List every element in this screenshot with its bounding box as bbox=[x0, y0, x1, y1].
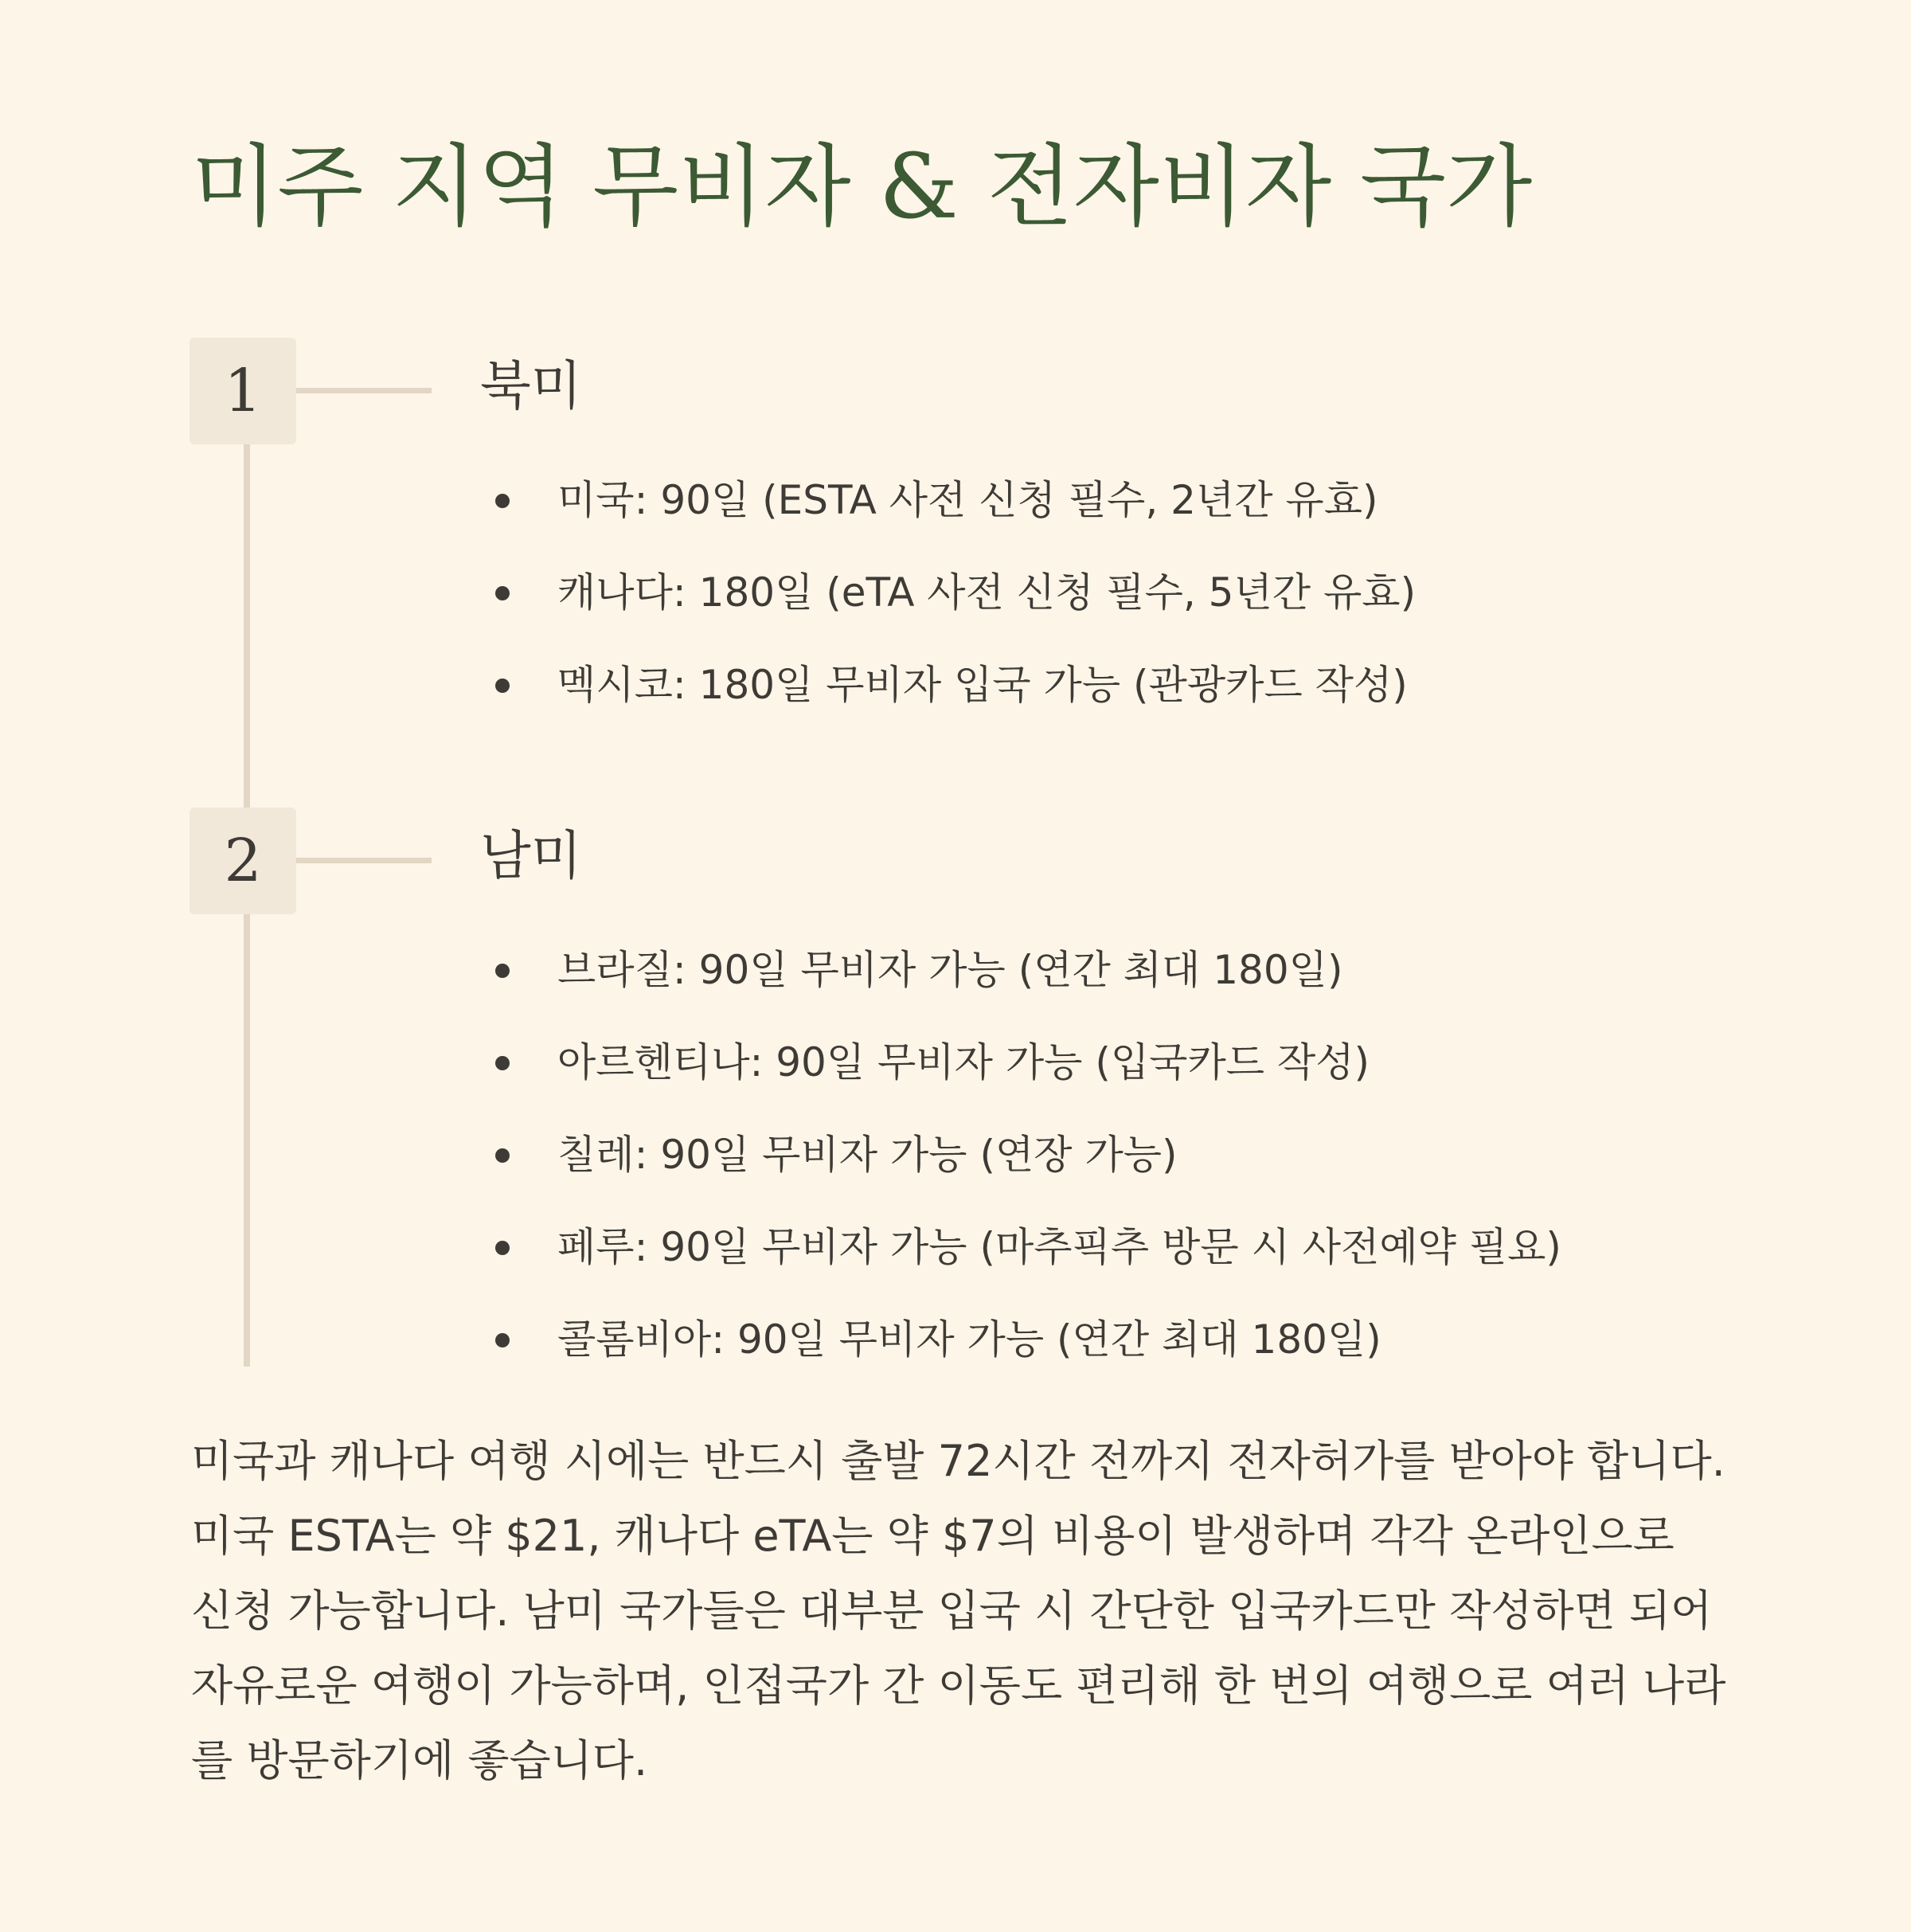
section-heading: 북미 bbox=[480, 355, 582, 417]
list-item bbox=[0, 548, 1911, 640]
step-connector bbox=[296, 388, 432, 393]
list-item-text: 콜롬비아: 90일 무비자 가능 (연간 최대 180일) bbox=[557, 1316, 1381, 1363]
country-list bbox=[0, 456, 1911, 733]
bullet-icon bbox=[495, 1056, 510, 1070]
list-item-text: 미국: 90일 (ESTA 사전 신청 필수, 2년간 유효) bbox=[557, 477, 1378, 523]
bullet-icon bbox=[495, 1333, 510, 1347]
bullet-icon bbox=[495, 494, 510, 508]
summary-paragraph: 미국과 캐나다 여행 시에는 반드시 출발 72시간 전까지 전자허가를 받아야 합니다. 미국 ESTA는 약 $21, 캐나다 eTA는 약 $7의 비용이 발생하며 각각 온라인으로 신청 가능합니다. 남미 국가들은 대부분 입국 시 간단한 입국카드만 작성하면 되어 자유로운 여행이 가능하며, 인접국가 간 이동도 편리해 한 번의 여행으로 여러 나라를 방문하기에 좋습니다. bbox=[191, 1436, 1726, 1785]
bullet-icon bbox=[495, 1241, 510, 1255]
list-item bbox=[0, 640, 1911, 733]
step-connector bbox=[296, 858, 432, 863]
list-item-text: 칠레: 90일 무비자 가능 (연장 가능) bbox=[557, 1132, 1178, 1178]
list-item bbox=[0, 1110, 1911, 1203]
list-item bbox=[0, 1295, 1911, 1387]
bullet-icon bbox=[495, 679, 510, 693]
page-title: 미주 지역 무비자 & 전자비자 국가 bbox=[191, 135, 1533, 239]
list-item bbox=[0, 1203, 1911, 1295]
list-item-text: 캐나다: 180일 (eTA 사전 신청 필수, 5년간 유효) bbox=[557, 569, 1417, 616]
list-item bbox=[0, 925, 1911, 1018]
step-number-badge: 2 bbox=[190, 808, 296, 914]
list-item-text: 페루: 90일 무비자 가능 (마추픽추 방문 시 사전예약 필요) bbox=[557, 1224, 1561, 1270]
list-item-text: 멕시코: 180일 무비자 입국 가능 (관광카드 작성) bbox=[557, 662, 1408, 708]
list-item-text: 아르헨티나: 90일 무비자 가능 (입국카드 작성) bbox=[557, 1039, 1370, 1085]
bullet-icon bbox=[495, 964, 510, 978]
list-item-text: 브라질: 90일 무비자 가능 (연간 최대 180일) bbox=[557, 947, 1343, 993]
section-heading: 남미 bbox=[480, 825, 582, 886]
bullet-icon bbox=[495, 586, 510, 600]
bullet-icon bbox=[495, 1148, 510, 1163]
step-number-badge: 1 bbox=[190, 338, 296, 444]
list-item bbox=[0, 456, 1911, 548]
list-item bbox=[0, 1018, 1911, 1110]
country-list bbox=[0, 925, 1911, 1387]
